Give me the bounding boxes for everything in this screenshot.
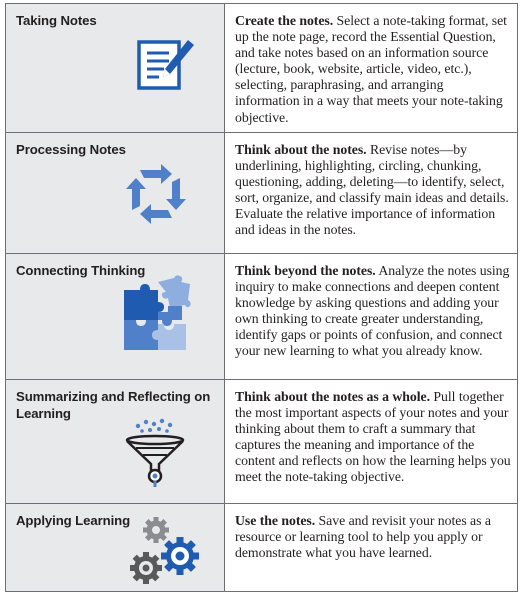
step-description-cell [225,132,518,253]
step-text: Revise notes—by underlining, highlighting, circling, chunking, questioning, adding, deleting—to identify, select, sort, organize, and classify main ideas and details. Evaluate the relative importance of information and ideas in the notes. [235,141,509,238]
step-cell [6,4,225,133]
step-cell [6,503,225,591]
table-row [6,253,518,379]
step-lead: Think beyond the notes. [235,262,376,278]
step-lead: Use the notes. [235,512,316,528]
step-description [225,133,517,245]
table-row [6,4,518,133]
step-title: Summarizing and Reflecting on Learning [16,388,211,421]
step-description [225,254,517,366]
step-cell [6,379,225,503]
step-text: Pull together the most important aspects of your notes and your thinking about them to craft a summary that captures the meaning and importance of the content and reflects on how the learning helps you meet the note-taking objective. [235,388,511,485]
step-description-cell [225,4,518,133]
step-title: Applying Learning [16,512,131,528]
step-description [225,504,517,567]
step-title: Taking Notes [16,13,97,28]
step-text: Select a note-taking format, set up the note page, record the Essential Question, and take notes based on an information source (lecture, book, website, article, video, etc.), selecting, paraphrasing, and arranging information in a way that meets your note-taking objective. [235,13,507,125]
step-lead: Create the notes. [235,13,334,28]
table-row [6,132,518,253]
step-cell [6,132,225,253]
cycle-arrows-icon [123,161,189,227]
note-pad-pen-icon [136,36,196,92]
step-text: Analyze the notes using inquiry to make connections and deepen content knowledge by asking questions and adding your own thinking to create greater understanding, identify gaps or points of confusion, and connect your new learning to what you already know. [235,262,510,359]
step-title: Processing Notes [16,141,126,157]
step-lead: Think about the notes as a whole. [235,388,430,404]
table-row [6,379,518,503]
step-description-cell [225,503,518,591]
step-description-cell [225,379,518,503]
step-title: Connecting Thinking [16,262,146,278]
step-description-cell [225,253,518,379]
step-description [225,4,517,132]
puzzle-pieces-icon [114,274,194,354]
funnel-icon [124,418,186,488]
step-text: Save and revisit your notes as a resource or learning tool to help you apply or demonstrate what you have learned. [235,512,491,560]
step-lead: Think about the notes. [235,141,367,157]
step-cell [6,253,225,379]
step-description [225,380,517,492]
table-row [6,503,518,591]
note-taking-steps-table [5,3,518,592]
gears-icon [124,512,204,588]
